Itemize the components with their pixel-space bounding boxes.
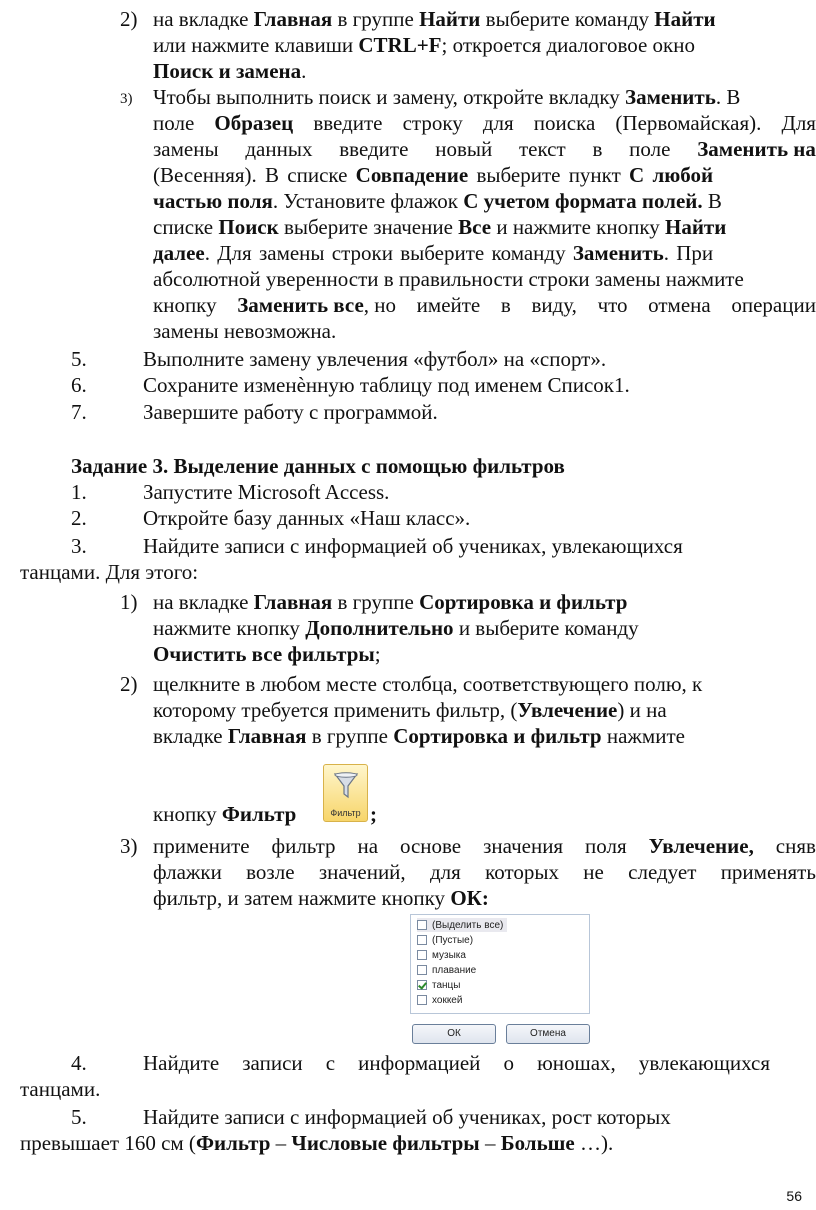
list-marker: 1) [120, 590, 138, 614]
step-text: Завершите работу с программой. [143, 400, 438, 424]
step-text: Найдите записи с информацией об учениках, рост которых [143, 1105, 671, 1129]
filter-dialog [410, 914, 590, 1046]
checkbox[interactable] [417, 995, 427, 1005]
paragraph-line: которому требуется применить фильтр, (Увлечение) и на [153, 698, 667, 722]
step-number: 4. [71, 1051, 87, 1075]
paragraph-line: на вкладке Главная в группе Найти выберите команду Найти [153, 7, 716, 31]
checkbox[interactable] [417, 950, 427, 960]
paragraph-line: или нажмите клавиши CTRL+F; откроется диалоговое окно [153, 33, 695, 57]
filter-option[interactable]: плавание [417, 963, 476, 977]
step-text-continued: танцами. [20, 1077, 101, 1101]
filter-option[interactable]: хоккей [417, 993, 462, 1007]
paragraph-line: на вкладке Главная в группе Сортировка и фильтр [153, 590, 628, 614]
filter-option[interactable]: музыка [417, 948, 466, 962]
section-heading: Задание 3. Выделение данных с помощью фильтров [71, 454, 565, 478]
paragraph-line: далее. Для замены строки выберите команду Заменить. При [153, 241, 714, 265]
paragraph-line: Поиск и замена. [153, 59, 307, 83]
page-number: 56 [786, 1188, 802, 1204]
checkbox[interactable] [417, 935, 427, 945]
step-text: Сохраните изменѐнную таблицу под именем Список1. [143, 373, 630, 397]
checkbox-checked[interactable] [417, 980, 427, 990]
step-number: 5. [71, 347, 87, 371]
step-text: Откройте базу данных «Наш класс». [143, 506, 471, 530]
paragraph-line: частью поля. Установите флажок С учетом формата полей. В [153, 189, 722, 213]
filter-option[interactable]: танцы [417, 978, 460, 992]
filter-button[interactable] [323, 764, 368, 822]
step-text: Найдите записи с информацией о юношах, увлекающихся [143, 1051, 770, 1075]
list-marker: 3) [120, 834, 138, 858]
checkbox[interactable] [417, 920, 427, 930]
paragraph-line: нажмите кнопку Дополнительно и выберите команду [153, 616, 639, 640]
list-marker: 2) [120, 672, 138, 696]
paragraph-line: замены данных введите новый текст в поле Заменить на [153, 137, 816, 161]
cancel-button[interactable]: Отмена [506, 1024, 590, 1044]
list-marker: 2) [120, 7, 138, 31]
paragraph-line: Чтобы выполнить поиск и замену, откройте вкладку Заменить. В [153, 85, 741, 109]
paragraph-line: Очистить все фильтры; [153, 642, 381, 666]
paragraph-line: флажки возле значений, для которых не следует применять [153, 860, 816, 884]
paragraph-line: абсолютной уверенности в правильности строки замены нажмите [153, 267, 744, 291]
filter-option[interactable]: (Пустые) [417, 933, 473, 947]
paragraph-line: списке Поиск выберите значение Все и нажмите кнопку Найти [153, 215, 727, 239]
paragraph-line: фильтр, и затем нажмите кнопку ОК: [153, 886, 489, 910]
paragraph-line: поле Образец введите строку для поиска (Первомайская). Для [153, 111, 816, 135]
step-number: 5. [71, 1105, 87, 1129]
paragraph-line: кнопку Заменить все, но имейте в виду, что отмена операции [153, 293, 816, 317]
paragraph-line-end: ; [370, 802, 377, 826]
step-text: Выполните замену увлечения «футбол» на «спорт». [143, 347, 607, 371]
ok-button[interactable]: ОК [412, 1024, 496, 1044]
paragraph-line: кнопку Фильтр [153, 802, 297, 826]
paragraph-line: (Весенняя). В списке Совпадение выберите пункт С любой [153, 163, 714, 187]
paragraph-line: замены невозможна. [153, 319, 337, 343]
list-marker: 3) [120, 91, 133, 107]
step-number: 6. [71, 373, 87, 397]
paragraph-line: щелкните в любом месте столбца, соответствующего полю, к [153, 672, 703, 696]
step-number: 7. [71, 400, 87, 424]
filter-button-label: Фильтр [330, 808, 361, 818]
step-text-continued: превышает 160 см (Фильтр – Числовые фильтры – Больше …). [20, 1131, 614, 1155]
filter-option[interactable]: (Выделить все) [417, 918, 507, 932]
step-text-continued: танцами. Для этого: [20, 560, 199, 584]
funnel-icon [333, 771, 359, 801]
step-text: Запустите Microsoft Access. [143, 480, 390, 504]
checkbox[interactable] [417, 965, 427, 975]
step-number: 1. [71, 480, 87, 504]
step-text: Найдите записи с информацией об учениках, увлекающихся [143, 534, 683, 558]
paragraph-line: вкладке Главная в группе Сортировка и фильтр нажмите [153, 724, 685, 748]
paragraph-line: примените фильтр на основе значения поля Увлечение, сняв [153, 834, 816, 858]
step-number: 2. [71, 506, 87, 530]
filter-values-list [410, 914, 590, 1014]
step-number: 3. [71, 534, 87, 558]
